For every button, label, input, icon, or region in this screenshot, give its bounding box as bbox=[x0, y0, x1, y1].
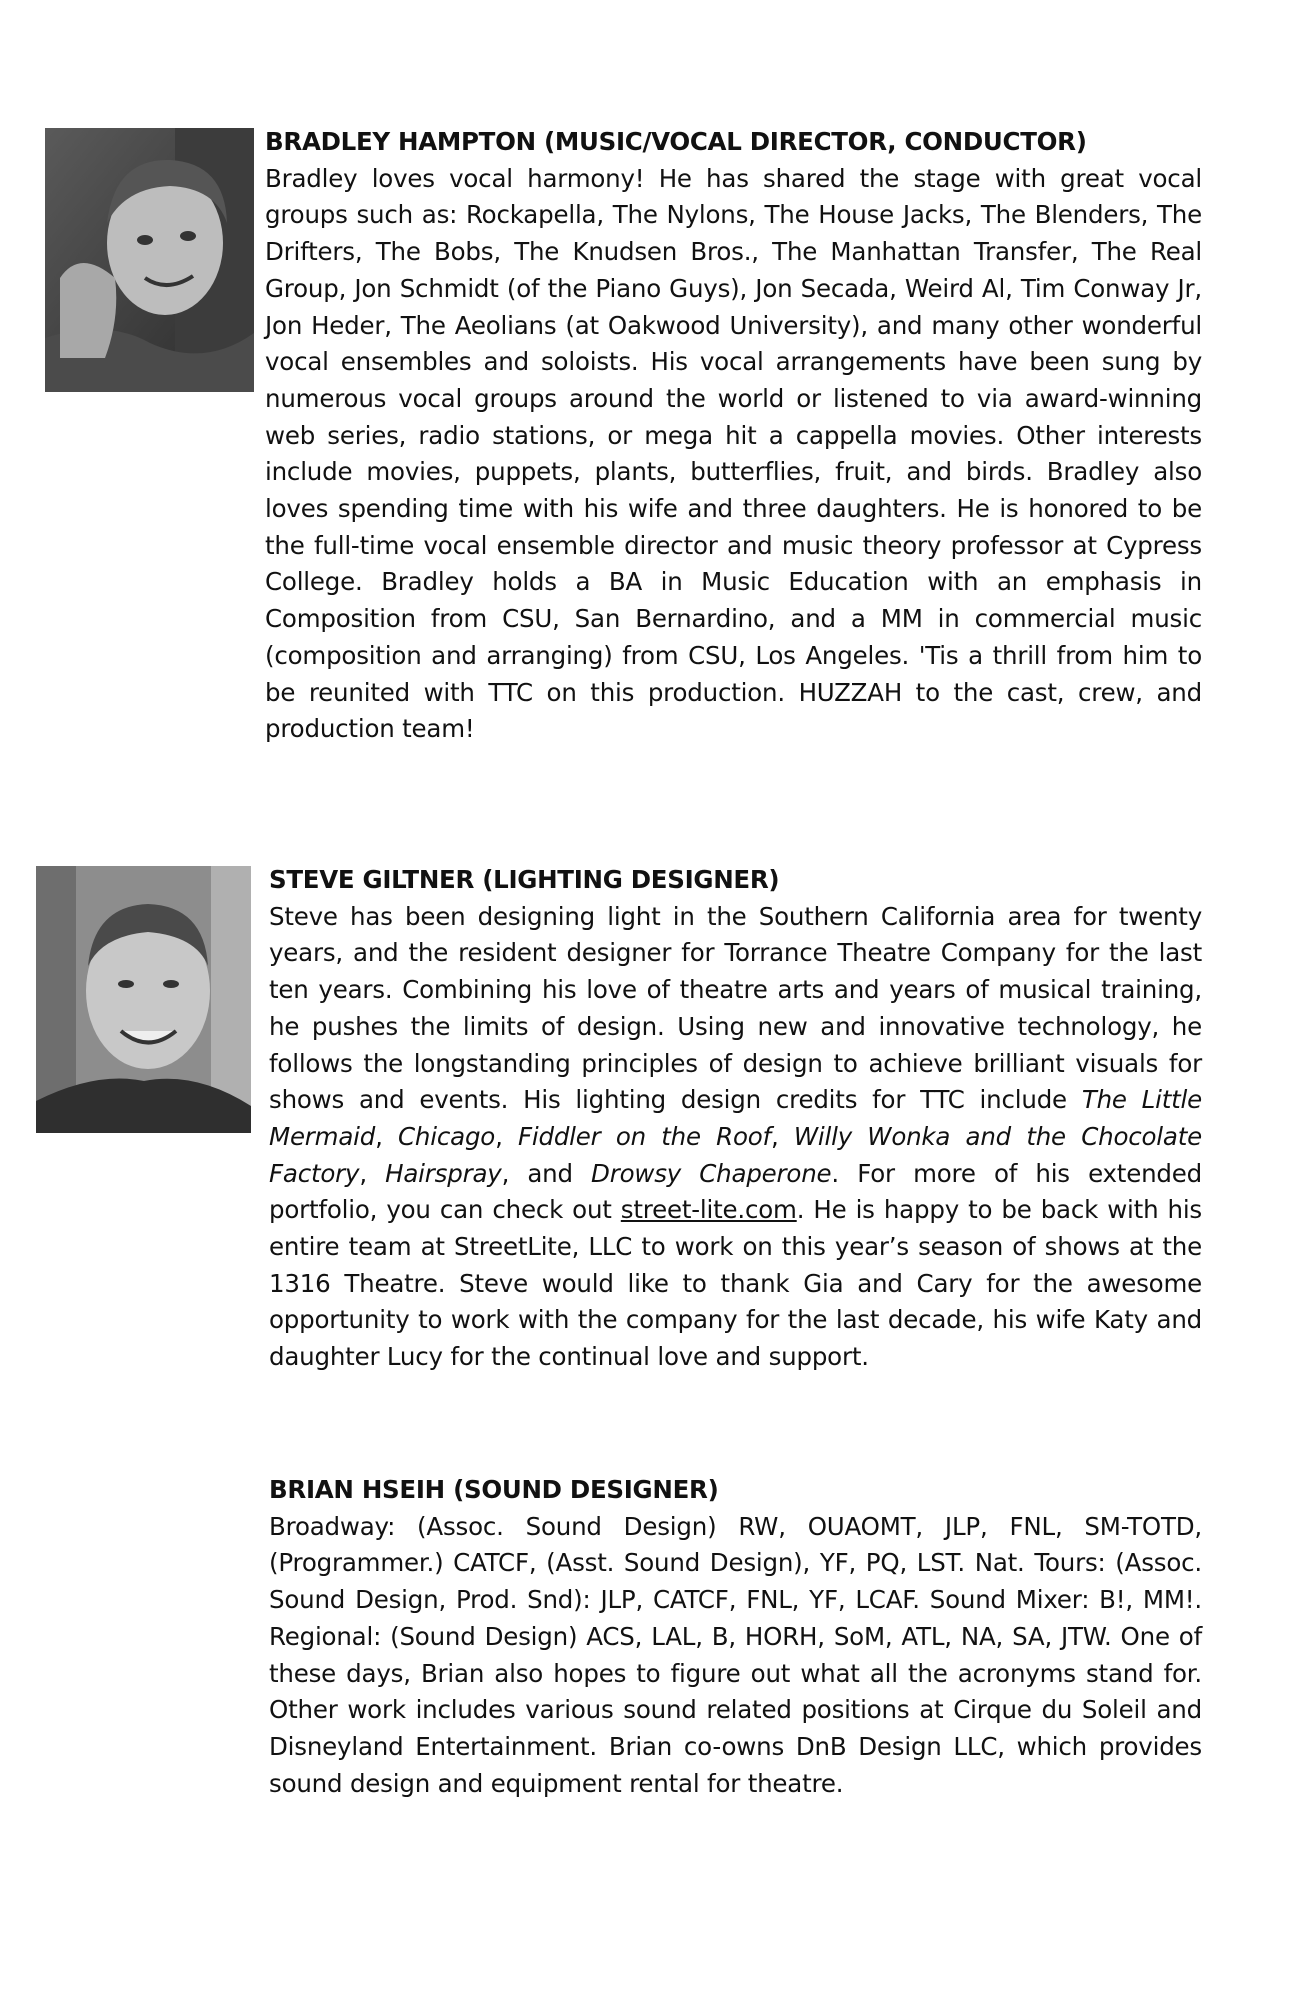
separator: , bbox=[359, 1158, 386, 1188]
show-title: The Little Mermaid bbox=[269, 1085, 1203, 1151]
show-title: Hairspray bbox=[385, 1158, 502, 1188]
steve-giltner-name: STEVE GILTNER (LIGHTING DESIGNER) bbox=[269, 865, 780, 894]
separator: , and bbox=[501, 1158, 592, 1188]
bradley-hampton-bio bbox=[265, 124, 1202, 748]
show-title: Drowsy Chaperone bbox=[591, 1158, 832, 1188]
bradley-hampton-text: Bradley loves vocal harmony! He has shared the stage with great vocal groups such as: Rockapella, The Nylons, The House Jacks, The Blenders, The Drifters, The Bobs, The Knudsen Bros., The Manhattan Transfer, The Real Group, Jon Schmidt (of the Piano Guys), Jon Secada, Weird Al, Tim Conway Jr, Jon Heder, The Aeolians (at Oakwood University), and many other wonderful vocal ensembles and soloists. His vocal arrangements have been sung by numerous vocal groups around the world or listened to via award-winning web series, radio stations, or mega hit a cappella movies. Other interests include movies, puppets, plants, butterflies, fruit, and birds. Bradley also loves spending time with his wife and three daughters. He is honored to be the full-time vocal ensemble director and music theory professor at Cypress College. Bradley holds a BA in Music Education with an emphasis in Composition from CSU, San Bernardino, and a MM in commercial music (composition and arranging) from CSU, Los Angeles. 'Tis a thrill from him to be reunited with TTC on this production. HUZZAH to the cast, crew, and production team! bbox=[265, 163, 1202, 744]
show-title: Willy Wonka and the Chocolate Factory bbox=[269, 1121, 1202, 1188]
brian-hseih-text: Broadway: (Assoc. Sound Design) RW, OUAOMT, JLP, FNL, SM-TOTD, (Programmer.) CATCF, (Asst. Sound Design), YF, PQ, LST. Nat. Tours: (Assoc. Sound Design, Prod. Snd): JLP, CATCF, FNL, YF, LCAF. Sound Mixer: B!, MM!. Regional: (Sound Design) ACS, LAL, B, HORH, SoM, ATL, NA, SA, JTW. One of these days, Brian also hopes to figure out what all the acronyms stand for. Other work includes various sound related positions at Cirque du Soleil and Disneyland Entertainment. Brian co-owns DnB Design LLC, which provides sound design and equipment rental for theatre. bbox=[269, 1511, 1202, 1798]
steve-text-part: Steve has been designing light in the Southern California area for twenty years, and the resident designer for Torrance Theatre Company for the last ten years. Combining his love of theatre arts and years of musical training, he pushes the limits of design. Using new and innovative technology, he follows the longstanding principles of design to achieve brilliant visuals for shows and events. His lighting design credits for TTC include bbox=[269, 901, 1202, 1115]
portfolio-link[interactable]: street-lite.com bbox=[620, 1195, 797, 1225]
bradley-hampton-photo bbox=[45, 128, 254, 392]
portrait-placeholder-icon bbox=[36, 866, 251, 1133]
steve-giltner-text bbox=[269, 899, 1202, 1376]
brian-hseih-name: BRIAN HSEIH (SOUND DESIGNER) bbox=[269, 1475, 719, 1504]
separator: , bbox=[375, 1121, 399, 1151]
steve-text-part: . He is happy to be back with his entire team at StreetLite, LLC to work on this year’s season of shows at the 1316 Theatre. Steve would like to thank Gia and Cary for the awesome opportunity to work with the company for the last decade, his wife Katy and daughter Lucy for the continual love and support. bbox=[269, 1195, 1202, 1372]
separator: , bbox=[495, 1121, 518, 1151]
show-title: Chicago bbox=[398, 1121, 496, 1151]
steve-giltner-photo bbox=[36, 866, 251, 1133]
steve-giltner-bio bbox=[269, 862, 1202, 1376]
brian-hseih-bio bbox=[269, 1472, 1202, 1802]
steve-text-part: . For more of his extended portfolio, you can check out bbox=[269, 1158, 1202, 1225]
portrait-placeholder-icon bbox=[45, 128, 254, 392]
show-title: Fiddler on the Roof bbox=[517, 1121, 771, 1151]
bradley-hampton-name: BRADLEY HAMPTON (MUSIC/VOCAL DIRECTOR, CONDUCTOR) bbox=[265, 127, 1087, 156]
separator: , bbox=[770, 1121, 794, 1151]
